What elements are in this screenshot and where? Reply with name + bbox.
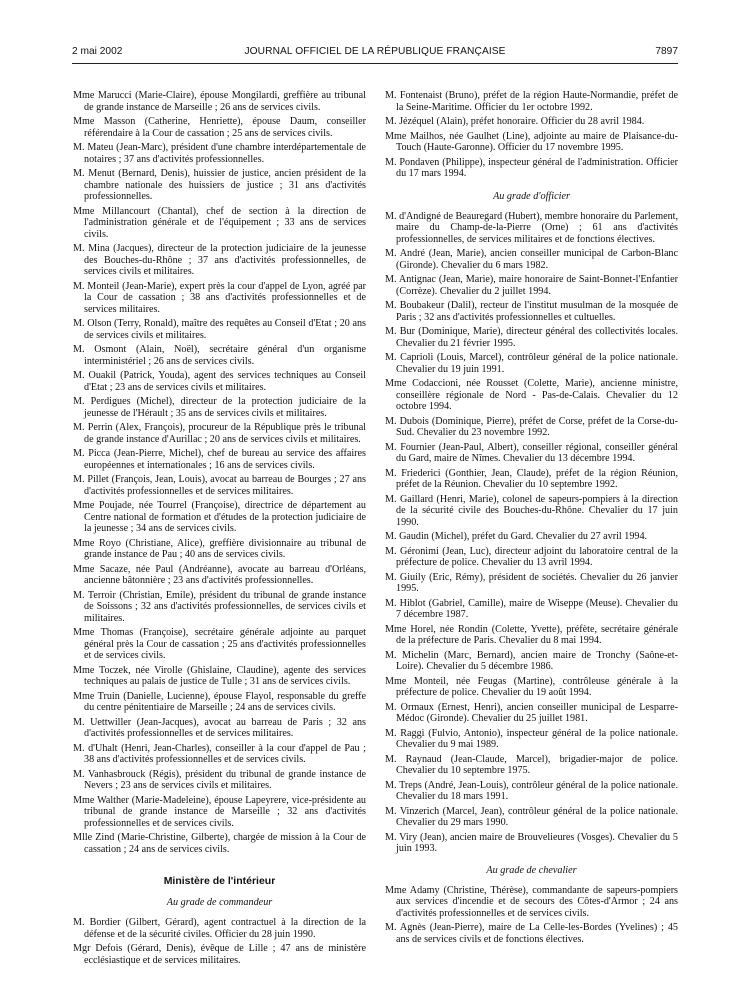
decoration-entry: M. André (Jean, Marie), ancien conseiller municipal de Carbon-Blanc (Gironde). Chevalier du 6 mars 1982. [385, 248, 678, 271]
decoration-entry: M. Michelin (Marc, Bernard), ancien maire de Tronchy (Saône-et-Loire). Chevalier du 5 décembre 1986. [385, 649, 678, 672]
decoration-entry: M. Menut (Bernard, Denis), huissier de justice, ancien président de la chambre nationale des huissiers de justice ; 31 ans d'activités professionnelles. [73, 168, 366, 202]
decoration-entry: M. Olson (Terry, Ronald), maître des requêtes au Conseil d'Etat ; 20 ans de services civils et militaires. [73, 318, 366, 341]
right-column [385, 90, 678, 948]
left-entries [73, 90, 366, 855]
decoration-entry: M. Dubois (Dominique, Pierre), préfet de Corse, préfet de la Corse-du-Sud. Chevalier du 23 novembre 1992. [385, 415, 678, 438]
decoration-entry: M. Vanhasbrouck (Régis), président du tribunal de grande instance de Nevers ; 23 ans de services civils et militaires. [73, 768, 366, 791]
commandeur-entries [73, 917, 366, 966]
page-header [72, 46, 678, 62]
decoration-entry: M. Raynaud (Jean-Claude, Marcel), brigadier-major de police. Chevalier du 10 septembre 1975. [385, 753, 678, 776]
header-title: JOURNAL OFFICIEL DE LA RÉPUBLIQUE FRANÇAISE [244, 46, 506, 57]
decoration-entry: M. Viry (Jean), ancien maire de Brouvelieures (Vosges). Chevalier du 5 juin 1993. [385, 831, 678, 854]
officier-entries [385, 211, 678, 855]
decoration-entry: M. Jézéquel (Alain), préfet honoraire. Officier du 28 avril 1984. [385, 116, 645, 127]
decoration-entry: Mme Monteil, née Feugas (Martine), contrôleuse générale à la préfecture de police. Chevalier du 19 août 1994. [385, 675, 678, 698]
decoration-entry: M. d'Andigné de Beauregard (Hubert), membre honoraire du Parlement, maire du Champ-de-la-Pierre (Orne) ; 61 ans d'activités professionnelles, de services militaires et de fonctions électives. [385, 210, 678, 245]
right-entries [385, 90, 678, 180]
decoration-entry: Mme Walther (Marie-Madeleine), épouse Lapeyrere, vice-présidente au tribunal de grande instance de Marseille ; 32 ans d'activités professionnelles et de services civils. [73, 794, 366, 829]
decoration-entry: Mgr Defois (Gérard, Denis), évêque de Lille ; 47 ans de ministère ecclésiastique et de services militaires. [73, 943, 366, 966]
decoration-entry: Mme Mailhos, née Gaulhet (Line), adjointe au maire de Plaisance-du-Touch (Haute-Garonne). Officier du 17 novembre 1995. [385, 130, 678, 153]
decoration-entry: M. Osmont (Alain, Noël), secrétaire général d'un organisme interministériel ; 26 ans de services civils. [73, 344, 366, 367]
decoration-entry: Mme Sacaze, née Paul (Andréanne), avocate au barreau d'Orléans, ancienne bâtonnière ; 23 ans d'activités professionnelles. [73, 563, 366, 586]
decoration-entry: M. Pillet (François, Jean, Louis), avocat au barreau de Bourges ; 27 ans d'activités professionnelles et de services militaires. [73, 474, 366, 497]
decoration-entry: M. Boubakeur (Dalil), recteur de l'institut musulman de la mosquée de Paris ; 32 ans d'activités professionnelles et cultuelles. [385, 300, 678, 323]
decoration-entry: Mme Poujade, née Tourrel (Françoise), directrice de département au Centre national de formation et d'études de la protection judiciaire de la jeunesse ; 34 ans de services civils. [73, 500, 366, 534]
decoration-entry: M. Giuily (Eric, Rémy), président de sociétés. Chevalier du 26 janvier 1995. [385, 571, 678, 594]
section-title: Ministère de l'intérieur [163, 875, 276, 887]
decoration-entry: M. Picca (Jean-Pierre, Michel), chef de bureau au service des affaires européennes et internationales ; 16 ans de services civils. [73, 448, 366, 471]
decoration-entry: Mme Adamy (Christine, Thérèse), commandante de sapeurs-pompiers aux services d'incendie et de secours des Côtes-d'Armor ; 24 ans d'activités professionnelles et de services civils. [385, 884, 678, 919]
grade-heading-commandeur: Au grade de commandeur [166, 897, 273, 908]
decoration-entry: Mme Codaccioni, née Rousset (Colette, Marie), ancienne ministre, conseillère régionale de Nord - Pas-de-Calais. Chevalier du 12 octobre 1994. [385, 378, 678, 412]
decoration-entry: M. Uettwiller (Jean-Jacques), avocat au barreau de Paris ; 32 ans d'activités professionnelles et de services militaires. [73, 716, 366, 739]
decoration-entry: Mme Truin (Danielle, Lucienne), épouse Flayol, responsable du greffe du centre pénitentiaire de Marseille ; 24 ans de services civils. [73, 690, 366, 713]
decoration-entry: Mlle Zind (Marie-Christine, Gilberte), chargée de mission à la Cour de cassation ; 24 ans de services civils. [73, 832, 366, 855]
decoration-entry: M. Géronimi (Jean, Luc), directeur adjoint du laboratoire central de la préfecture de police. Chevalier du 13 avril 1994. [385, 545, 678, 568]
decoration-entry: M. Mina (Jacques), directeur de la protection judiciaire de la jeunesse des Bouches-du-Rhône ; 37 ans d'activités professionnelles, de services civils et militaires. [73, 243, 366, 277]
decoration-entry: M. Ouakil (Patrick, Youda), agent des services techniques au Conseil d'Etat ; 23 ans de services civils et militaires. [73, 370, 366, 393]
decoration-entry: Mme Marucci (Marie-Claire), épouse Mongilardi, greffière au tribunal de grande instance de Marseille ; 26 ans de services civils. [73, 90, 366, 113]
decoration-entry: M. Agnès (Jean-Pierre), maire de La Celle-les-Bordes (Yvelines) ; 45 ans de services civils et de fonctions électives. [385, 922, 678, 945]
grade-heading-officier: Au grade d'officier [493, 190, 570, 202]
left-column [73, 90, 366, 969]
decoration-entry: M. Ormaux (Ernest, Henri), ancien conseiller municipal de Lesparre-Médoc (Gironde). Chevalier du 25 juillet 1981. [385, 701, 678, 724]
decoration-entry: Mme Horel, née Rondin (Colette, Yvette), préfète, secrétaire générale de la préfecture de Paris. Chevalier du 8 mai 1994. [385, 623, 678, 646]
decoration-entry: M. Treps (André, Jean-Louis), contrôleur général de la police nationale. Chevalier du 18 mars 1991. [385, 779, 678, 802]
decoration-entry: M. Caprioli (Louis, Marcel), contrôleur général de la police nationale. Chevalier du 19 juin 1991. [385, 352, 678, 375]
decoration-entry: M. Vinzerich (Marcel, Jean), contrôleur général de la police nationale. Chevalier du 29 mars 1990. [385, 805, 678, 828]
decoration-entry: Mme Thomas (Françoise), secrétaire générale adjointe au parquet général près la Cour de cassation ; 25 ans d'activités professionnelles et de services civils. [73, 627, 366, 661]
decoration-entry: M. Hiblot (Gabriel, Camille), maire de Wiseppe (Meuse). Chevalier du 7 décembre 1987. [385, 597, 678, 620]
decoration-entry: Mme Millancourt (Chantal), chef de section à la direction de l'administration générale et de l'équipement ; 33 ans de services civils. [73, 205, 366, 240]
grade-heading-chevalier: Au grade de chevalier [486, 864, 577, 876]
decoration-entry: Mme Toczek, née Virolle (Ghislaine, Claudine), agente des services techniques au palais de justice de Tulle ; 31 ans de services civils. [73, 664, 366, 687]
decoration-entry: M. Terroir (Christian, Emile), président du tribunal de grande instance de Soissons ; 32 ans d'activités professionnelles, de services civils et militaires. [73, 589, 366, 624]
decoration-entry: M. Friederici (Gonthier, Jean, Claude), préfet de la région Réunion, préfet de la Réunion. Chevalier du 10 septembre 1992. [385, 467, 678, 490]
chevalier-entries [385, 885, 678, 946]
decoration-entry: M. Fournier (Jean-Paul, Albert), conseiller régional, conseiller général du Gard, maire de Nîmes. Chevalier du 13 décembre 1994. [385, 441, 678, 464]
decoration-entry: Mme Masson (Catherine, Henriette), épouse Daum, conseiller référendaire à la Cour de cassation ; 25 ans de services civils. [73, 116, 366, 139]
header-date: 2 mai 2002 [72, 46, 123, 57]
decoration-entry: M. Bordier (Gilbert, Gérard), agent contractuel à la direction de la défense et de la sécurité civiles. Officier du 28 juin 1990. [73, 917, 366, 940]
decoration-entry: M. Fontenaist (Bruno), préfet de la région Haute-Normandie, préfet de la Seine-Maritime. Officier du 1er octobre 1992. [385, 90, 678, 113]
decoration-entry: M. Perrin (Alex, François), procureur de la République près le tribunal de grande instance d'Aurillac ; 20 ans de services civils et militaires. [73, 422, 366, 445]
decoration-entry: M. Pondaven (Philippe), inspecteur général de l'administration. Officier du 17 mars 1994. [385, 156, 678, 179]
decoration-entry: M. Mateu (Jean-Marc), président d'une chambre interdépartementale de notaires ; 37 ans d'activités professionnelles. [73, 142, 366, 165]
decoration-entry: M. d'Uhalt (Henri, Jean-Charles), conseiller à la cour d'appel de Pau ; 38 ans d'activités professionnelles et de services civils. [73, 742, 366, 765]
header-rule [72, 63, 678, 64]
decoration-entry: M. Bur (Dominique, Marie), directeur général des collectivités locales. Chevalier du 21 février 1995. [385, 326, 678, 349]
decoration-entry: M. Gaillard (Henri, Marie), colonel de sapeurs-pompiers à la direction de la sécurité civile des Bouches-du-Rhône. Chevalier du 17 juin 1990. [385, 493, 678, 528]
decoration-entry: Mme Royo (Christiane, Alice), greffière divisionnaire au tribunal de grande instance de Pau ; 40 ans de services civils. [73, 537, 366, 560]
decoration-entry: M. Antignac (Jean, Marie), maire honoraire de Saint-Bonnet-l'Enfantier (Corrèze). Chevalier du 2 juillet 1994. [385, 274, 678, 297]
decoration-entry: M. Monteil (Jean-Marie), expert près la cour d'appel de Lyon, agréé par la Cour de cassation ; 38 ans d'activités professionnelles et de services militaires. [73, 280, 366, 315]
decoration-entry: M. Raggi (Fulvio, Antonio), inspecteur général de la police nationale. Chevalier du 9 mai 1989. [385, 727, 678, 750]
page-number: 7897 [655, 46, 678, 57]
decoration-entry: M. Gaudin (Michel), préfet du Gard. Chevalier du 27 avril 1994. [385, 531, 648, 542]
decoration-entry: M. Perdigues (Michel), directeur de la protection judiciaire de la jeunesse de l'Hérault ; 35 ans de services civils et militaires. [73, 396, 366, 419]
